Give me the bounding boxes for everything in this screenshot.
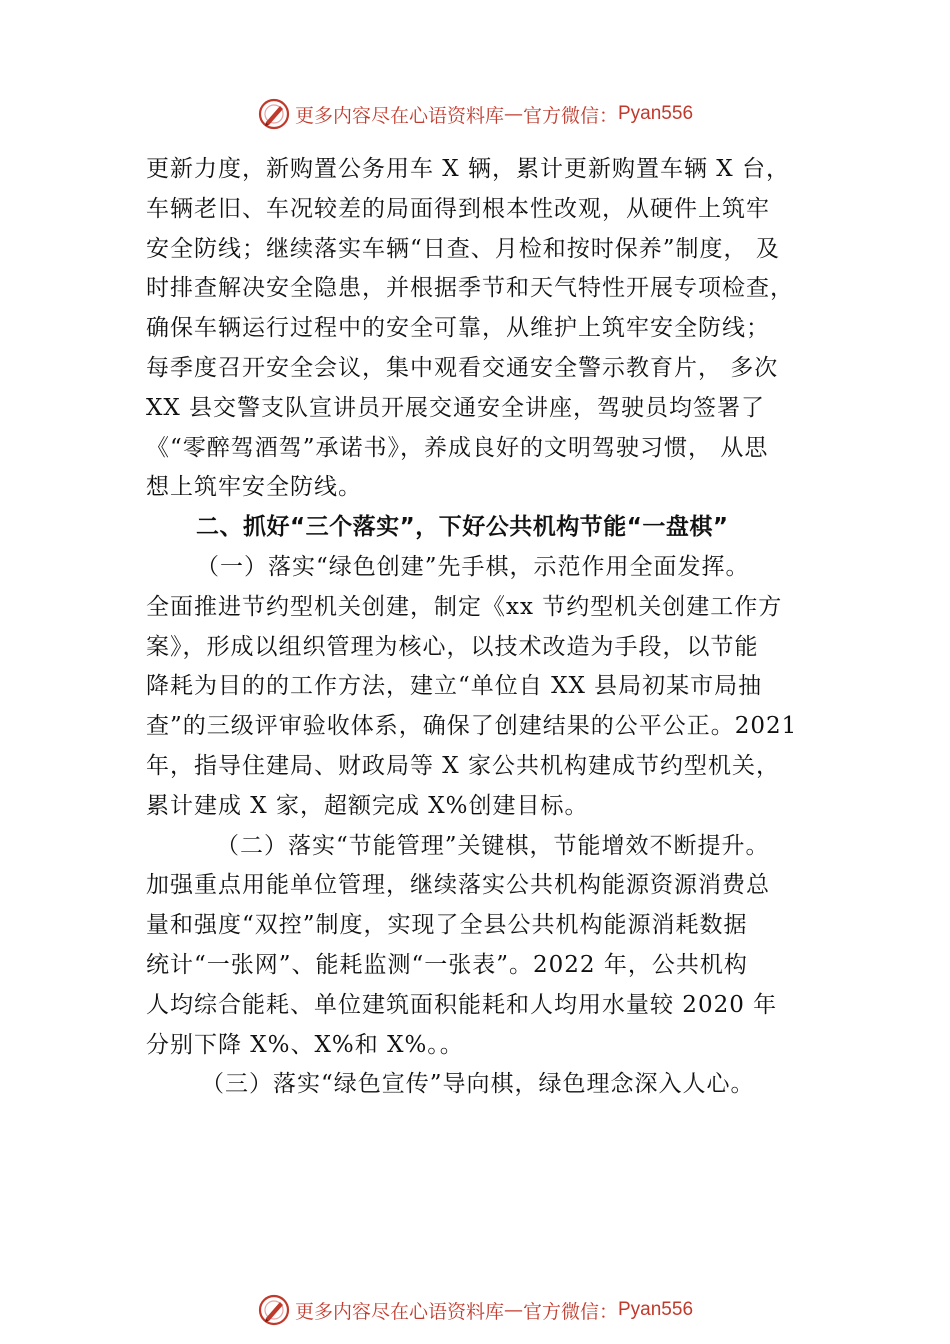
text-line: 时排查解决安全隐患，并根据季节和天气特性开展专项检查，: [146, 275, 794, 302]
text-line: 《“零醉驾酒驾”承诺书》，养成良好的文明驾驶习惯， 从思: [146, 434, 769, 461]
text-line: 量和强度“双控”制度，实现了全县公共机构能源消耗数据: [146, 912, 748, 939]
watermark-wechat-id: Pyan556: [618, 103, 694, 124]
text-line: （二）落实“节能管理”关键棋，节能增效不断提升。: [216, 832, 770, 859]
watermark-wechat-id: Pyan556: [618, 1299, 694, 1320]
watermark-separator: —: [503, 1299, 523, 1321]
text-line: 分别下降 X%、X%和 X%。。: [146, 1031, 464, 1058]
text-line: 车辆老旧、车况较差的局面得到根本性改观，从硬件上筑牢: [146, 195, 770, 222]
document-body: [146, 150, 826, 1105]
text-line: XX 县交警支队宣讲员开展交通安全讲座，驾驶员均签署了: [146, 394, 766, 421]
watermark-main-text: 更多内容尽在心语资料库: [294, 1300, 504, 1323]
watermark-separator: —: [503, 103, 523, 125]
text-line: 案》，形成以组织管理为核心，以技术改造为手段，以节能: [146, 633, 759, 660]
pen-circle-logo-icon: [257, 97, 291, 131]
text-line: 降耗为目的的工作方法，建立“单位自 XX 县局初某市局抽: [146, 673, 763, 700]
text-line: 每季度召开安全会议，集中观看交通安全警示教育片， 多次: [146, 354, 779, 381]
text-line: 累计建成 X 家，超额完成 X%创建目标。: [146, 792, 589, 819]
text-line: 人均综合能耗、单位建筑面积能耗和人均用水量较 2020 年: [146, 991, 778, 1018]
section-heading: 二、抓好“三个落实”，下好公共机构节能“一盘棋”: [196, 514, 729, 541]
footer-watermark: [0, 1290, 950, 1330]
pen-circle-logo-icon: [257, 1293, 291, 1327]
watermark-main-text: 更多内容尽在心语资料库: [294, 104, 504, 127]
text-line: 想上筑牢安全防线。: [146, 474, 362, 501]
header-watermark: [0, 94, 950, 134]
text-line: 年，指导住建局、财政局等 X 家公共机构建成节约型机关，: [146, 752, 780, 779]
text-line: 统计“一张网”、能耗监测“一张表”。2022 年，公共机构: [146, 951, 748, 978]
text-line: 确保车辆运行过程中的安全可靠，从维护上筑牢安全防线；: [146, 315, 770, 342]
text-line: 查”的三级评审验收体系，确保了创建结果的公平公正。2021: [146, 713, 798, 740]
text-line: （三）落实“绿色宣传”导向棋，绿色理念深入人心。: [201, 1071, 755, 1098]
watermark-wechat-label: 官方微信：: [522, 104, 618, 127]
watermark-wechat-label: 官方微信：: [522, 1300, 618, 1323]
text-line: 更新力度，新购置公务用车 X 辆，累计更新购置车辆 X 台，: [146, 156, 790, 182]
text-line: 全面推进节约型机关创建，制定《xx 节约型机关创建工作方: [146, 593, 783, 620]
text-line: 加强重点用能单位管理，继续落实公共机构能源资源消费总: [146, 872, 770, 899]
text-line: （一）落实“绿色创建”先手棋，示范作用全面发挥。: [196, 553, 750, 580]
text-line: 安全防线；继续落实车辆“日查、月检和按时保养”制度， 及: [146, 235, 780, 262]
